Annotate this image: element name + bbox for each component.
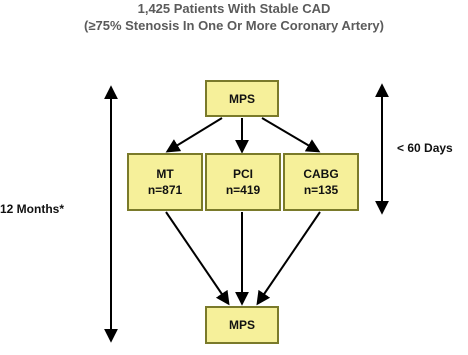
diagram-subtitle: (≥75% Stenosis In One Or More Coronary Artery) — [84, 18, 384, 33]
arrow-mps-to-mt — [168, 118, 222, 151]
pci-count: n=419 — [225, 183, 261, 197]
cabg-box — [283, 153, 359, 211]
arrow-mt-to-mps — [166, 212, 228, 303]
arrow-mps-to-cabg — [262, 118, 318, 151]
pci-label: PCI — [232, 167, 253, 181]
mps-bottom-box — [205, 306, 279, 344]
mt-box — [127, 153, 203, 211]
mt-count: n=871 — [147, 183, 183, 197]
mps-top-label: MPS — [228, 91, 255, 106]
mps-top-box — [205, 80, 279, 117]
arrow-cabg-to-mps — [258, 212, 320, 303]
cabg-label: CABG — [303, 167, 339, 181]
mps-bottom-label: MPS — [228, 318, 255, 332]
timeline-60-days-label: < 60 Days — [397, 141, 453, 155]
diagram-title: 1,425 Patients With Stable CAD — [137, 1, 331, 16]
timeline-12-months-label: 12 Months* — [0, 202, 65, 216]
pci-box — [205, 153, 281, 211]
mt-label: MT — [156, 167, 174, 181]
cabg-count: n=135 — [303, 183, 339, 197]
